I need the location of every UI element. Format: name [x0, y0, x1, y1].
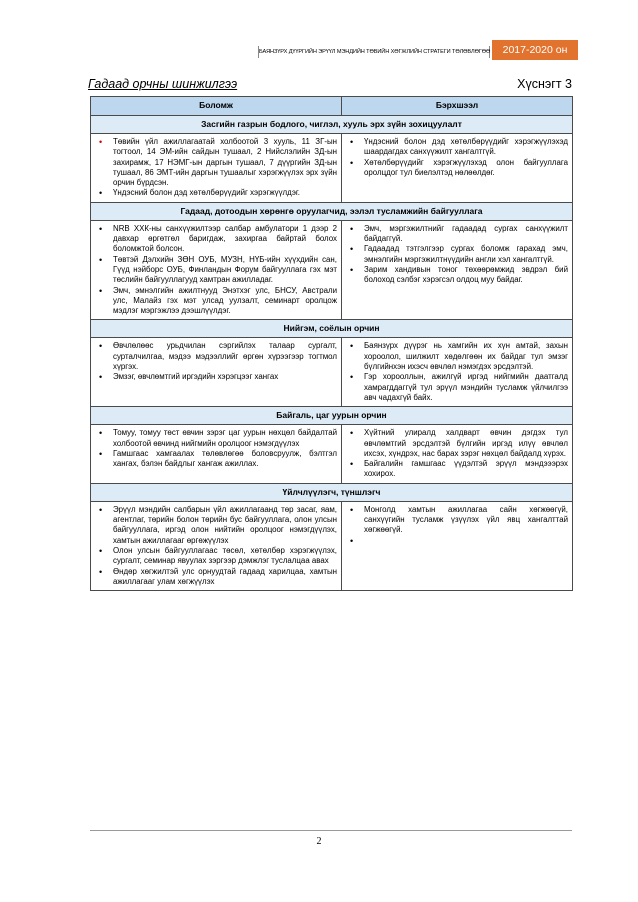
- list-item: • Хүйтний улиралд халдварт өвчин дэгдэх тул өвчлөмтгий эрсдэлтэй бүлгийн иргэд илүү өвчлөл ихсэх, хүндрэх, нас барах зэрэг нөхцөл байдалд хүрэх.: [344, 428, 568, 459]
- list-item: • Төвийн үйл ажиллагаатай холбоотой 3 хууль, 11 ЗГ-ын тогтоол, 14 ЭМ-ийн сайдын тушаал, 2 Нийслэлийн ЗД-ын захирамж, 17 НЭМГ-ын даргын тушаал, 7 дүүргийн ЗД-ын тушаал, 86 ЭМТ-ийн даргын тушаалыг хэрэгжүүлэх эрх зүйн орчин бүрдсэн.: [93, 137, 337, 188]
- list-item: • Эмзэг, өвчлөмтгий иргэдийн хэрэгцээг хангах: [93, 372, 337, 382]
- opportunities-cell: [91, 425, 342, 483]
- challenges-cell: [342, 220, 573, 320]
- list-item: • NRB ХХК-ны санхүүжилтээр салбар амбулатори 1 дээр 2 давхар өргөтгөл баригдаж, захиргаа байртай болох боломжтой болсон.: [93, 224, 337, 255]
- table-header-row: [91, 97, 573, 116]
- opportunities-cell: [91, 134, 342, 203]
- category-row: [91, 483, 573, 501]
- list-item: • Гадаадад тэтгэлгээр сургах боломж гарахад эмч, эмнэлгийн мэргэжилтнүүдийн англи хэл хангалтгүй.: [344, 244, 568, 265]
- table-row: [91, 501, 573, 590]
- category-row: [91, 407, 573, 425]
- list-item: • Баянзүрх дүүрэг нь хамгийн их хүн амтай, захын хороолол, шилжилт хөдөлгөөн их байдаг тул эмзэг бүлгийнхэн ихэсч өвчлөл нэмэгдэх эрсдэлтэй.: [344, 341, 568, 372]
- swot-external-table: [90, 96, 573, 591]
- list-item: • Гамшгаас хамгаалах төлөвлөгөө боловсруулж, бэлтгэл хангах, бэлэн байдлыг хангаж ажиллах.: [93, 449, 337, 470]
- column-header-challenges: Бэрхшээл: [342, 97, 573, 116]
- page-header: [0, 40, 638, 60]
- list-item: • Өндөр хөгжилтэй улс орнуудтай гадаад харилцаа, хамтын ажиллагааг улам хөгжүүлэх: [93, 567, 337, 588]
- list-item: • Хөтөлбөрүүдийг хэрэгжүүлэхэд олон байгууллага оролцдог тул биелэлтэд нөлөөлдөг.: [344, 158, 568, 179]
- list-item: • Гэр хорооллын, ажилгүй иргэд нийгмийн даатгалд хамрагддаггүй тул эрүүл мэндийн тусламж үйлчилгээ авч чадахгүй байх.: [344, 372, 568, 403]
- list-item-empty: [344, 536, 568, 550]
- footer-divider: [90, 830, 572, 831]
- list-item: • Үндэсний болон дэд хөтөлбөрүүдийг хэрэгжүүлэхэд шаардагдах санхүүжилт хангалтгүй.: [344, 137, 568, 158]
- category-row: [91, 320, 573, 338]
- table-row: [91, 134, 573, 203]
- challenges-cell: [342, 338, 573, 407]
- list-item: • Зарим хандивын тоног төхөөрөмжид эвдрэл бий болоход сэлбэг хэрэгсэл олдоц муу байдаг.: [344, 265, 568, 286]
- table-row: [91, 338, 573, 407]
- challenges-cell: [342, 501, 573, 590]
- list-item: • Эрүүл мэндийн салбарын үйл ажиллагаанд төр засаг, яам, агентлаг, төрийн болон төрийн бус байгууллага, олон улсын байгууллага, иргэд олон нийтийн оролцоог нэмэгдүүлэх, хамтын ажиллагааг өргөжүүлэх: [93, 505, 337, 546]
- years-badge: 2017-2020 он: [492, 40, 578, 60]
- category-title: Гадаад, дотоодын хөрөнгө оруулагчид, ээлэл тусламжийн байгууллага: [91, 202, 573, 220]
- list-item: • Өвчлөлөөс урьдчилан сэргийлэх талаар сургалт, сурталчилгаа, мэдээ мэдээллийг өргөн хүрээгээр тогтмол хүргэх.: [93, 341, 337, 372]
- list-item: • Эмч, мэргэжилтнийг гадаадад сургах санхүүжилт байдаггүй.: [344, 224, 568, 245]
- category-row: [91, 202, 573, 220]
- table-row: [91, 220, 573, 320]
- page-number: 2: [316, 836, 322, 847]
- challenges-cell: [342, 134, 573, 203]
- category-row: [91, 116, 573, 134]
- list-item: • Эмч, эмнэлгийн ажилтнууд Энэтхэг улс, БНСУ, Австрали улс, Малайз гэх мэт улсад уулзалт, семинарт оролцож мэдлэг мэргэжлээ дээшлүүлдэг.: [93, 286, 337, 317]
- opportunities-cell: [91, 338, 342, 407]
- table-row: [91, 425, 573, 483]
- list-item: • Олон улсын байгууллагаас төсөл, хөтөлбөр хэрэгжүүлэх, сургалт, семинар явуулах зэргээр дэмжлэг туслалцаа авах: [93, 546, 337, 567]
- column-header-opportunities: Боломж: [91, 97, 342, 116]
- category-title: Байгаль, цаг уурын орчин: [91, 407, 573, 425]
- challenges-cell: [342, 425, 573, 483]
- category-title: Нийгэм, соёлын орчин: [91, 320, 573, 338]
- table-number: Хүснэгт 3: [517, 77, 572, 91]
- list-item: • Монголд хамтын ажиллагаа сайн хөгжөөгүй, санхүүгийн тусламж үзүүлэх үйл явц хангалттай хөгжөөгүй.: [344, 505, 568, 536]
- opportunities-cell: [91, 220, 342, 320]
- section-title: Гадаад орчны шинжилгээ: [88, 77, 238, 91]
- list-item: • Томуу, томуу төст өвчин зэрэг цаг уурын нөхцөл байдалтай холбоотой өвчинд нийгмийн оролцоог нэмэгдүүлэх: [93, 428, 337, 449]
- list-item: • Үндэсний болон дэд хөтөлбөрүүдийг хэрэгжүүлдэг.: [93, 188, 337, 198]
- opportunities-cell: [91, 501, 342, 590]
- category-title: Засгийн газрын бодлого, чиглэл, хууль эрх зүйн зохицуулалт: [91, 116, 573, 134]
- list-item: • Төвтэй Дэлхийн ЗӨН ОУБ, МУЗН, НҮБ-ийн хүүхдийн сан, Гүүд нэйборс ОУБ, Финландын Форум байгууллага гэх мэт төслийн байгууллагууд хамтран ажилладаг.: [93, 255, 337, 286]
- document-title: БАЯНЗҮРХ ДҮҮРГИЙН ЭРҮҮЛ МЭНДИЙН ТӨВИЙН ХӨГЖЛИЙН СТРАТЕГИ ТӨЛӨВЛӨГӨӨ: [258, 46, 490, 58]
- list-item: • Байгалийн гамшгаас үүдэлтэй эрүүл мэндэээрэх хохирох.: [344, 459, 568, 480]
- category-title: Үйлчлүүлэгч, түншлэгч: [91, 483, 573, 501]
